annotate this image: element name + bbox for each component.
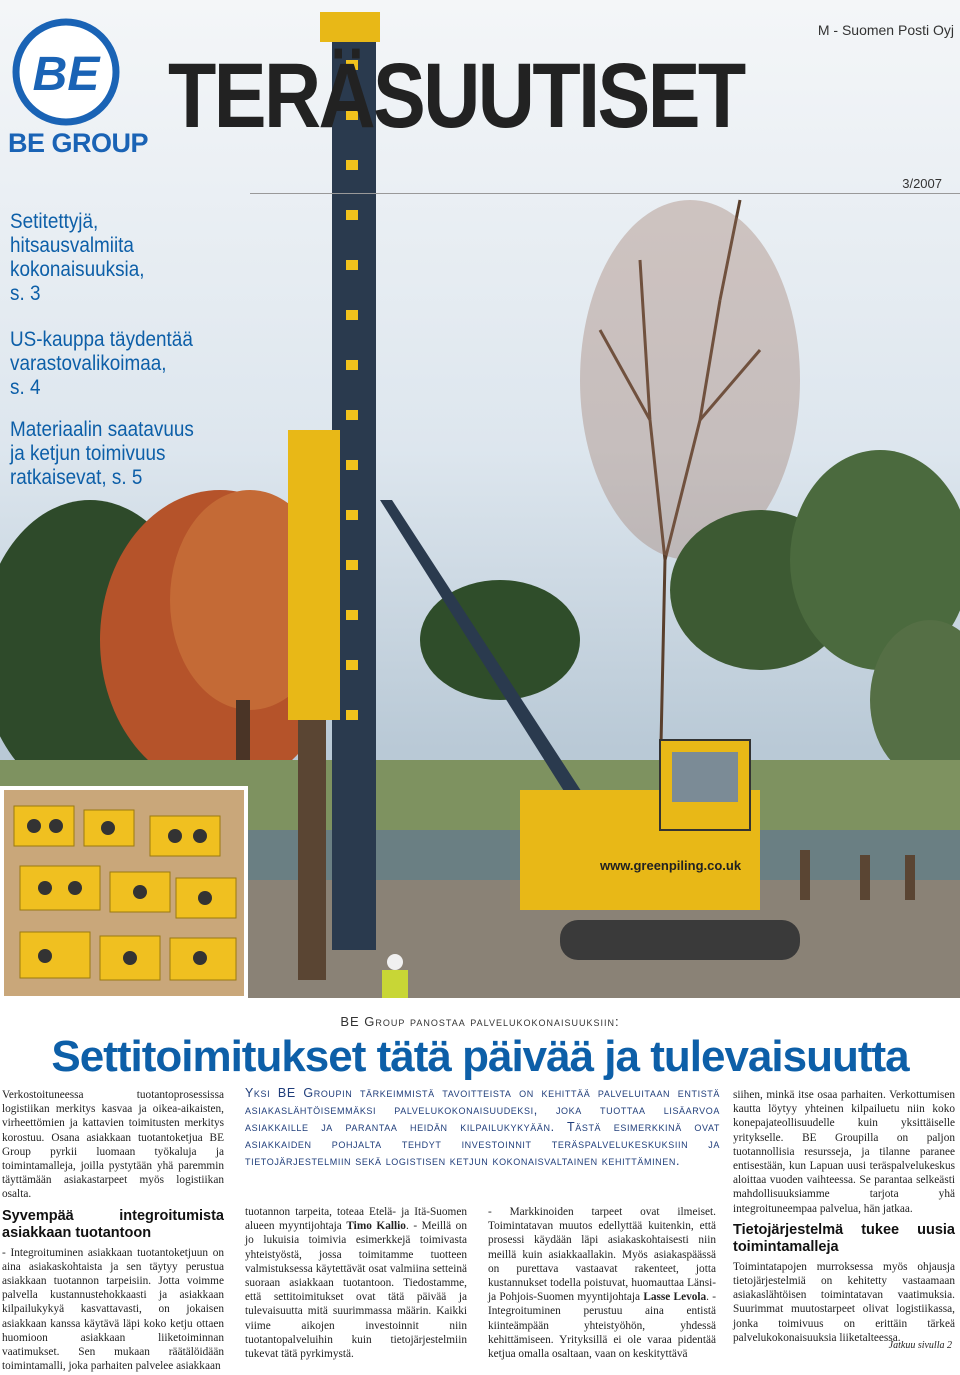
article-lead: Yksi BE Groupin tärkeimmistä tavoitteista on kehittää palveluitaan entistä asiakaslähtöisemmäksi palvelukokonaisuudeksi, joka tuottaa lisäarvoa asiakkaille ja parantaa heidän kilpailukykyään. Tästä esimerkkinä ovat asiakkaiden pohjalta tehdyt investoinnit teräspalvelukeskuksiin ja tietojärjestelmiin sekä logistisen ketjun kokonaisvaltainen kehittäminen.	[245, 1086, 720, 1168]
continued-link[interactable]: Jatkuu sivulla 2	[888, 1340, 952, 1351]
text-run: . - Meillä on jo lukuisia toimivia esimerkkejä toimivasta yhteistyöstä, jossa toimitamme tuotteen valmistuksessa käytettävät osat valmiina setteinä suoraan asiakkaan tuotantoon. Tiedostamme, että settitoimitukset ovat tätä päivää ja tulevaisuutta mitä suurimmassa määrin. Kaikki viime aikojen investoinnit niin tuotantopalveluihin kuin tietojärjestelmiin tukevat tätä pyrkimystä.	[245, 1220, 467, 1361]
paragraph	[488, 1205, 716, 1361]
teaser-materiaalin-saatavuus[interactable]	[10, 418, 194, 490]
article-column-2	[245, 1205, 467, 1363]
postal-label: M - Suomen Posti Oyj	[817, 22, 954, 38]
teaser-line: s. 4	[10, 376, 41, 399]
teaser-line: kokonaisuuksia,	[10, 258, 145, 281]
inset-photo-parts	[0, 786, 248, 998]
subheading: Syvempää integroitumista asiakkaan tuotantoon	[2, 1207, 224, 1241]
text-run: tuotannon tarpeita, toteaa Etelä- ja Itä-Suomen alueen myyntijohtaja	[245, 1206, 467, 1233]
subheading: Tietojärjestelmä tukee uusia toimintamalleja	[733, 1221, 955, 1255]
teaser-line: ja ketjun toimivuus	[10, 442, 166, 465]
teaser-line: s. 3	[10, 282, 41, 305]
teaser-line: US-kauppa täydentää	[10, 328, 193, 351]
teaser-line: ratkaisevat, s. 5	[10, 466, 143, 489]
teaser-line: Materiaalin saatavuus	[10, 418, 194, 441]
crane-sign-text: www.greenpiling.co.uk	[600, 858, 742, 873]
article-kicker: BE Group panostaa palvelukokonaisuuksiin:	[340, 1014, 620, 1029]
be-group-logo	[12, 18, 120, 126]
article-headline: Settitoimitukset tätä päivää ja tulevaisuutta	[51, 1032, 909, 1081]
header-divider	[250, 193, 960, 194]
paragraph	[245, 1205, 467, 1361]
paragraph: Verkostoituneessa tuotantoprosessissa logistiikan merkitys kasvaa ja oikea-aikaisten, virheettömien ja kattavien toimitusten merkitys korostuu. Osana asiakkaan tuotantoketjua BE Group pyrkii luomaan työkaluja ja toimintamalleja, joilla pystytään yhä paremmin täyttämään asiakastarpeet myös logistiikan osalta.	[2, 1089, 224, 1201]
paragraph: - Integroituminen asiakkaan tuotantoketjuun on aina asiakaskohtaista ja sen täytyy perustua asiakkaan tuotannon tarpeisiin. Jotta voimme palvella kustannustehokkaasti ja asiakkaan kilpailukykyä kasvattavasti, on jokaisen asiakkaan kanssa käytävä läpi koko ketju ottaen huomioon asiakkaan liiketoiminnan vaatimukset. Sen mukaan räätälöidään toimintamalli, joka parhaiten palvelee asiakkaan	[2, 1246, 224, 1373]
text-run: - Markkinoiden tarpeet ovat ilmeiset. Toimintatavan muutos edellyttää kuitenkin, että prosessi käydään läpi asiakaskohtaisesti niin meillä kuin asiakkaallakin. Myös asiakaspäässä on purettava vastaavat rakenteet, jotta kustannukset todella poistuvat, huomauttaa Länsi- ja Pohjois-Suomen myyntijohtaja	[488, 1206, 716, 1304]
teaser-line: hitsausvalmiita	[10, 234, 134, 257]
article-column-3	[488, 1205, 716, 1363]
person-name: Timo Kallio	[346, 1220, 406, 1233]
article-column-4	[733, 1088, 955, 1347]
article-column-1	[2, 1088, 224, 1375]
issue-number: 3/2007	[902, 176, 942, 191]
text-run: . - Integroituminen perustuu aina entistä kiinteämpään yhteistyöhön, yhdessä kehittämiseen. Yrityksillä ei ole varaa pidentää ketjua omalla osaltaan, vaan on keskityttävä	[488, 1291, 716, 1361]
teaser-line: Setitettyjä,	[10, 210, 99, 233]
paragraph: Toimintatapojen murroksessa myös ohjausja tietojärjestelmiä on kehitetty vastaamaan asiakaslähtöisen toimintatavan vaatimuksia. Suurimmat muutostarpeet olivat logistiikassa, jonka toimivuus on erittäin tärkeä palvelukokonaisuuksia liiketalteessa.	[733, 1260, 955, 1344]
paragraph: siihen, minkä itse osaa parhaiten. Verkottumisen kautta löytyy yhteinen kilpailuetu niin koko konepajateollisuudelle kuin yksittäiselle yritykselle. BE Groupilla on paljon tuotannollisia resursseja, ja tilanne paranee entisestään, kun Lapuan uusi teräspalvelukeskus aloittaa vuoden vaihteessa. Se parantaa selkeästi mahdollisuuksiamme tarjota yhä integroituneempaa palvelua, hän jatkaa.	[733, 1089, 955, 1215]
teaser-line: varastovalikoimaa,	[10, 352, 167, 375]
teaser-setitettyja[interactable]	[10, 210, 144, 306]
teaser-us-kauppa[interactable]	[10, 328, 193, 400]
logo-mark: BE	[32, 48, 100, 101]
masthead-title: TERÄSUUTISET	[168, 45, 744, 147]
logo-text: BE GROUP	[8, 128, 149, 158]
person-name: Lasse Levola	[643, 1291, 707, 1304]
